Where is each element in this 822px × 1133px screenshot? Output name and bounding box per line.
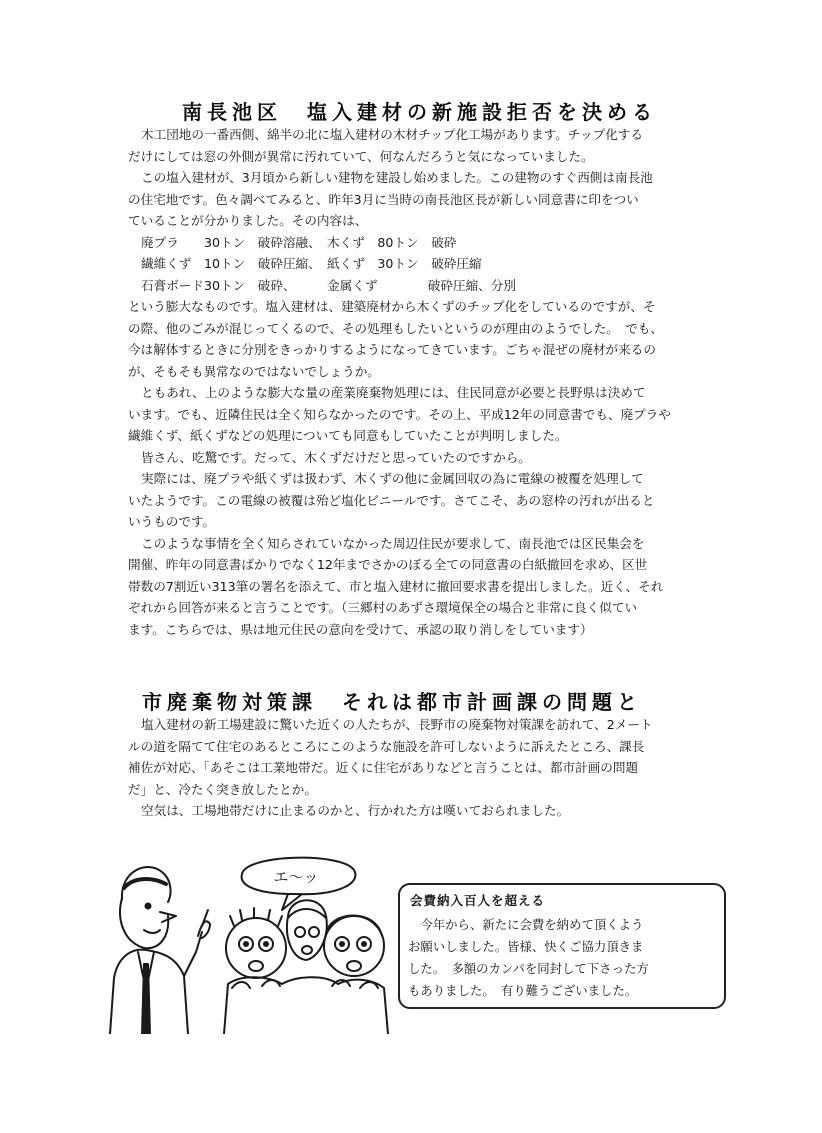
waste-list-line: 廃プラ 30トン 破砕溶融、 木くず 80トン 破砕 — [141, 234, 457, 250]
waste-list-line: 石膏ボード30トン 破砕、 金属くず 破砕圧縮、分別 — [141, 277, 516, 293]
article1-line: だけにしては窓の外側が異常に汚れていて、何なんだろうと気になっていました。 — [128, 148, 594, 164]
official-figure — [110, 867, 210, 1034]
article1-line: います。でも、近隣住民は全く知らなかったのです。その上、平成12年の同意書でも、廃プラや — [128, 406, 671, 422]
article2-line: 補佐が対応、「あそこは工業地帯だ。近くに住宅がありなどと言うことは、都市計画の問題 — [128, 760, 639, 775]
waste-list-line: 繊維くず 10トン 破砕圧縮、 紙くず 30トン 破砕圧縮 — [141, 256, 482, 271]
article1-line: ぞれから回答が来ると言うことです。（三郷村のあずさ環境保全の場合と非常に良く似てい — [128, 600, 638, 615]
article1-line: という膨大なものです。塩入建材は、建築廃材から木くずのチップ化をしているのですが、そ — [128, 299, 656, 314]
article2-body — [128, 714, 740, 822]
notice-line: お願いしました。皆様、快くご協力頂きま — [408, 939, 644, 954]
article1-line: 今は解体するときに分別をきっかりするようになってきています。ごちゃ混ぜの廃材が来るの — [128, 342, 656, 357]
article2-line: だ」と、冷たく突き放したとか。 — [128, 781, 317, 797]
notice-line: した。 多額のカンパを同封して下さった方 — [408, 961, 649, 976]
notice-title: 会費納入百人を超える — [410, 893, 546, 908]
article1-line: ともあれ、上のような膨大な量の産業廃棄物処理には、住民同意が必要と長野県は決めて — [141, 385, 646, 400]
article1-line: 皆さん、吃驚です。だって、木くずだけだと思っていたのですから。 — [141, 449, 531, 465]
article1-line: いたようです。この電線の被覆は殆ど塩化ビニールです。さてこそ、あの窓枠の汚れが出ると — [128, 492, 655, 508]
article1-title: 南長池区 塩入建材の新施設拒否を決める — [182, 100, 657, 124]
article1-line: 開催、昨年の同意書ばかりでなく12年までさかのぼる全ての同意書の白紙撤回を求め、区世 — [128, 557, 648, 572]
article2-line: 塩入建材の新工場建設に驚いた近くの人たちが、長野市の廃棄物対策課を訪れて、2メート — [141, 717, 653, 732]
article1-line: 繊維くず、紙くずなどの処理についても同意もしていたことが判明しました。 — [128, 428, 568, 443]
article1-line: が、そもそも異常なのではないでしょうか。 — [128, 363, 380, 379]
bystander-1 — [226, 908, 286, 978]
notice-line: 今年から、新たに会費を納めて頂くよう — [408, 917, 644, 932]
article1-line: の住宅地です。色々調べてみると、昨年3月に当時の南長池区長が新しい同意書に印をつい — [128, 191, 639, 207]
article1-line: 木工団地の一番西側、綿半の北に塩入建材の木材チップ化工場があります。チップ化する — [141, 127, 643, 142]
article1-line: 帯数の7割近い313筆の署名を添えて、市と塩入建材に撤回要求書を提出しました。近く、それ — [128, 578, 664, 594]
article2-title: 市廃棄物対策課 それは都市計画課の問題と — [142, 690, 642, 714]
article1-line: 実際には、廃プラや紙くずは扱わず、木くずの他に金属回収の為に電線の被覆を処理して — [141, 471, 644, 486]
article1-line: ていることが分かりました。その内容は、 — [128, 213, 368, 228]
bystander-2 — [287, 900, 327, 960]
speech-text: エ～ッ — [273, 868, 319, 886]
notice-box — [398, 883, 726, 1009]
bystander-3 — [324, 916, 384, 977]
cartoon-illustration — [92, 838, 402, 1034]
article1-line: ます。こちらでは、県は地元住民の意向を受けて、承認の取り消しをしています） — [128, 621, 593, 637]
article1-line: いうものです。 — [128, 514, 216, 529]
article1-line: の際、他のごみが混じってくるので、その処理もしたいというのが理由のようでした。 でも、 — [128, 320, 663, 336]
article2-line: ルの道を隔てて住宅のあるところにこのような施設を許可しないように訴えたところ、課長 — [128, 738, 645, 754]
article1-line: この塩入建材が、3月頃から新しい建物を建設し始めました。この建物のすぐ西側は南長池 — [141, 170, 653, 185]
article1-body — [128, 124, 740, 640]
article1-line: このような事情を全く知らされていなかった周辺住民が要求して、南長池では区民集会を — [141, 535, 645, 551]
article2-line: 空気は、工場地帯だけに止まるのかと、行かれた方は嘆いておられました。 — [141, 803, 570, 818]
notice-line: もありました。 有り難うございました。 — [408, 983, 638, 998]
